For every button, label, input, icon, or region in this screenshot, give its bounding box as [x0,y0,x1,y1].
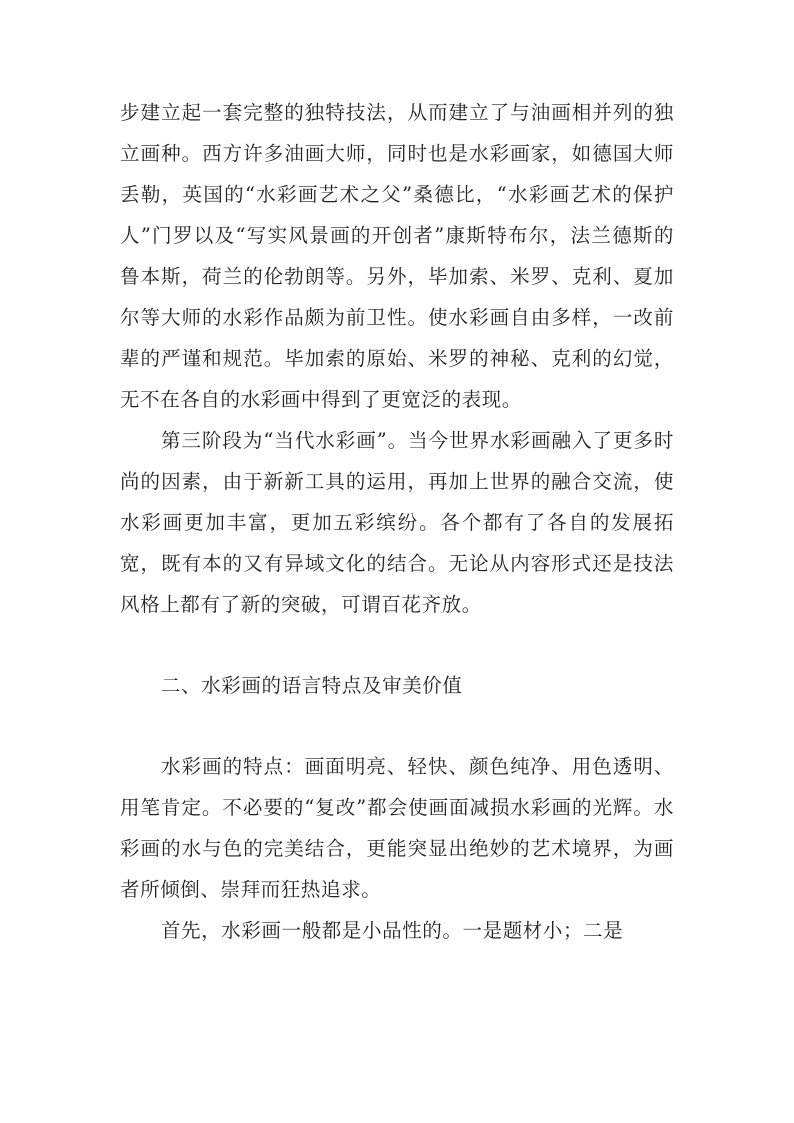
paragraph-third-stage: 第三阶段为“当代水彩画”。当今世界水彩画融入了更多时尚的因素，由于新新工具的运用，再加上世界的融合交流，使水彩画更加丰富，更加五彩缤纷。各个都有了各自的发展拓宽，既有本的又有异域文化的结合。无论从内容形式还是技法风格上都有了新的突破，可谓百花齐放。 [120,429,674,616]
spacer [120,625,674,665]
section-heading: 二、水彩画的语言特点及审美价值 [161,674,463,697]
spacer [120,706,674,746]
paragraph-continuation: 步建立起一套完整的独特技法，从而建立了与油画相并列的独立画种。西方许多油画大师，同时也是水彩画家，如德国大师丢勒，英国的“水彩画艺术之父”桑德比，“水彩画艺术的保护人”门罗以及“写实风景画的开创者”康斯特布尔，法兰德斯的鲁本斯，荷兰的伦勃朗等。另外，毕加索、米罗、克利、夏加尔等大师的水彩作品颇为前卫性。使水彩画自由多样，一改前辈的严谨和规范。毕加索的原始、米罗的神秘、克利的幻觉，无不在各自的水彩画中得到了更宽泛的表现。 [120,101,674,411]
paragraph-first-point: 首先，水彩画一般都是小品性的。一是题材小；二是 [161,919,624,942]
document-page [120,92,674,951]
paragraph-characteristics: 水彩画的特点：画面明亮、轻快、颜色纯净、用色透明、用笔肯定。不必要的“复改”都会使画面减损水彩画的光辉。水彩画的水与色的完美结合，更能突显出绝妙的艺术境界，为画者所倾倒、崇拜而狂热追求。 [120,755,674,901]
